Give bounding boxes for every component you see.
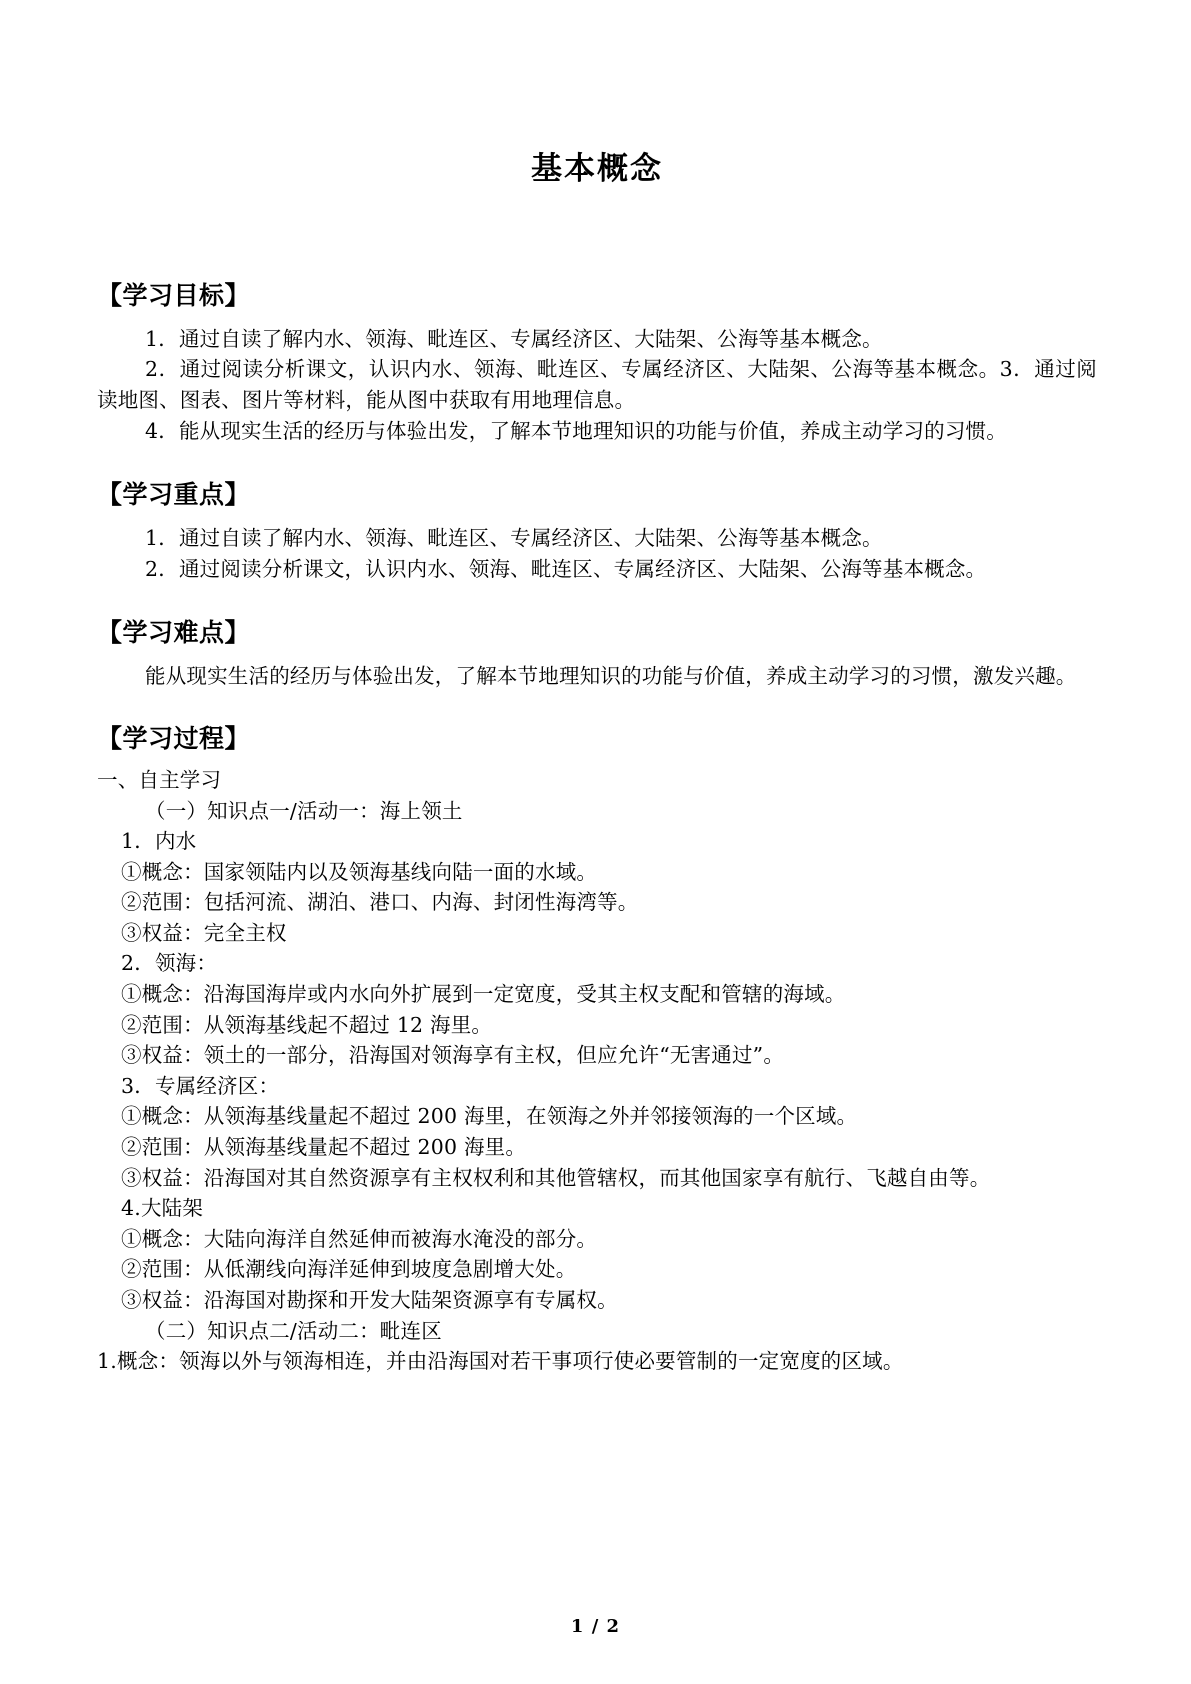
process-line: ①概念：从领海基线量起不超过 200 海里，在领海之外并邻接领海的一个区域。 — [121, 1104, 858, 1129]
document-content — [97, 0, 1097, 1377]
section-heading-objectives: 【学习目标】 — [97, 280, 251, 310]
process-line: ②范围：从领海基线量起不超过 200 海里。 — [121, 1135, 527, 1160]
process-line: ③权益：完全主权 — [121, 920, 287, 945]
process-line: 1.概念：领海以外与领海相连，并由沿海国对若干事项行使必要管制的一定宽度的区域。 — [97, 1349, 904, 1374]
difficulties-item-1: 能从现实生活的经历与体验出发，了解本节地理知识的功能与价值，养成主动学习的习惯，激发兴趣。 — [145, 664, 1077, 689]
process-line-list — [97, 765, 1097, 1377]
process-line: 3．专属经济区： — [121, 1073, 280, 1098]
objectives-item-1: 1．通过自读了解内水、领海、毗连区、专属经济区、大陆架、公海等基本概念。 — [145, 326, 883, 351]
key-points-list — [97, 523, 1097, 584]
page-title: 基本概念 — [531, 151, 663, 187]
process-line: 1．内水 — [121, 829, 197, 854]
key-points-item-1: 1．通过自读了解内水、领海、毗连区、专属经济区、大陆架、公海等基本概念。 — [145, 526, 883, 551]
section-heading-difficulties: 【学习难点】 — [97, 618, 251, 648]
section-heading-process: 【学习过程】 — [97, 723, 251, 753]
process-line: ①概念：国家领陆内以及领海基线向陆一面的水域。 — [121, 859, 598, 884]
difficulties-list — [97, 661, 1097, 692]
process-line: ②范围：从领海基线起不超过 12 海里。 — [121, 1012, 493, 1037]
section-heading-key-points: 【学习重点】 — [97, 480, 251, 510]
process-line: ③权益：沿海国对其自然资源享有主权权利和其他管辖权，而其他国家享有航行、飞越自由等。 — [121, 1165, 991, 1190]
process-line: ③权益：沿海国对勘探和开发大陆架资源享有专属权。 — [121, 1288, 618, 1312]
process-line: （二）知识点二/活动二：毗连区 — [145, 1318, 442, 1343]
process-line: ③权益：领土的一部分，沿海国对领海享有主权，但应允许“无害通过”。 — [121, 1043, 785, 1068]
objectives-item-2: 2．通过阅读分析课文，认识内水、领海、毗连区、专属经济区、大陆架、公海等基本概念。3．通过阅读地图、图表、图片等材料，能从图中获取有用地理信息。 — [97, 357, 1097, 412]
page-number: 1 / 2 — [570, 1616, 621, 1637]
process-line: 4.大陆架 — [121, 1196, 204, 1221]
objectives-item-3: 4．能从现实生活的经历与体验出发，了解本节地理知识的功能与价值，养成主动学习的习惯。 — [145, 418, 1007, 443]
process-line: ②范围：从低潮线向海洋延伸到坡度急剧增大处。 — [121, 1257, 577, 1282]
process-line: （一）知识点一/活动一：海上领土 — [145, 798, 463, 823]
process-line: ①概念：沿海国海岸或内水向外扩展到一定宽度，受其主权支配和管辖的海域。 — [121, 982, 846, 1007]
process-line: ①概念：大陆向海洋自然延伸而被海水淹没的部分。 — [121, 1226, 598, 1251]
process-line: 一、自主学习 — [97, 767, 222, 792]
key-points-item-2: 2．通过阅读分析课文，认识内水、领海、毗连区、专属经济区、大陆架、公海等基本概念。 — [145, 556, 987, 581]
process-line: ②范围：包括河流、湖泊、港口、内海、封闭性海湾等。 — [121, 890, 639, 915]
objectives-list — [97, 324, 1097, 446]
process-line: 2．领海： — [121, 951, 218, 976]
